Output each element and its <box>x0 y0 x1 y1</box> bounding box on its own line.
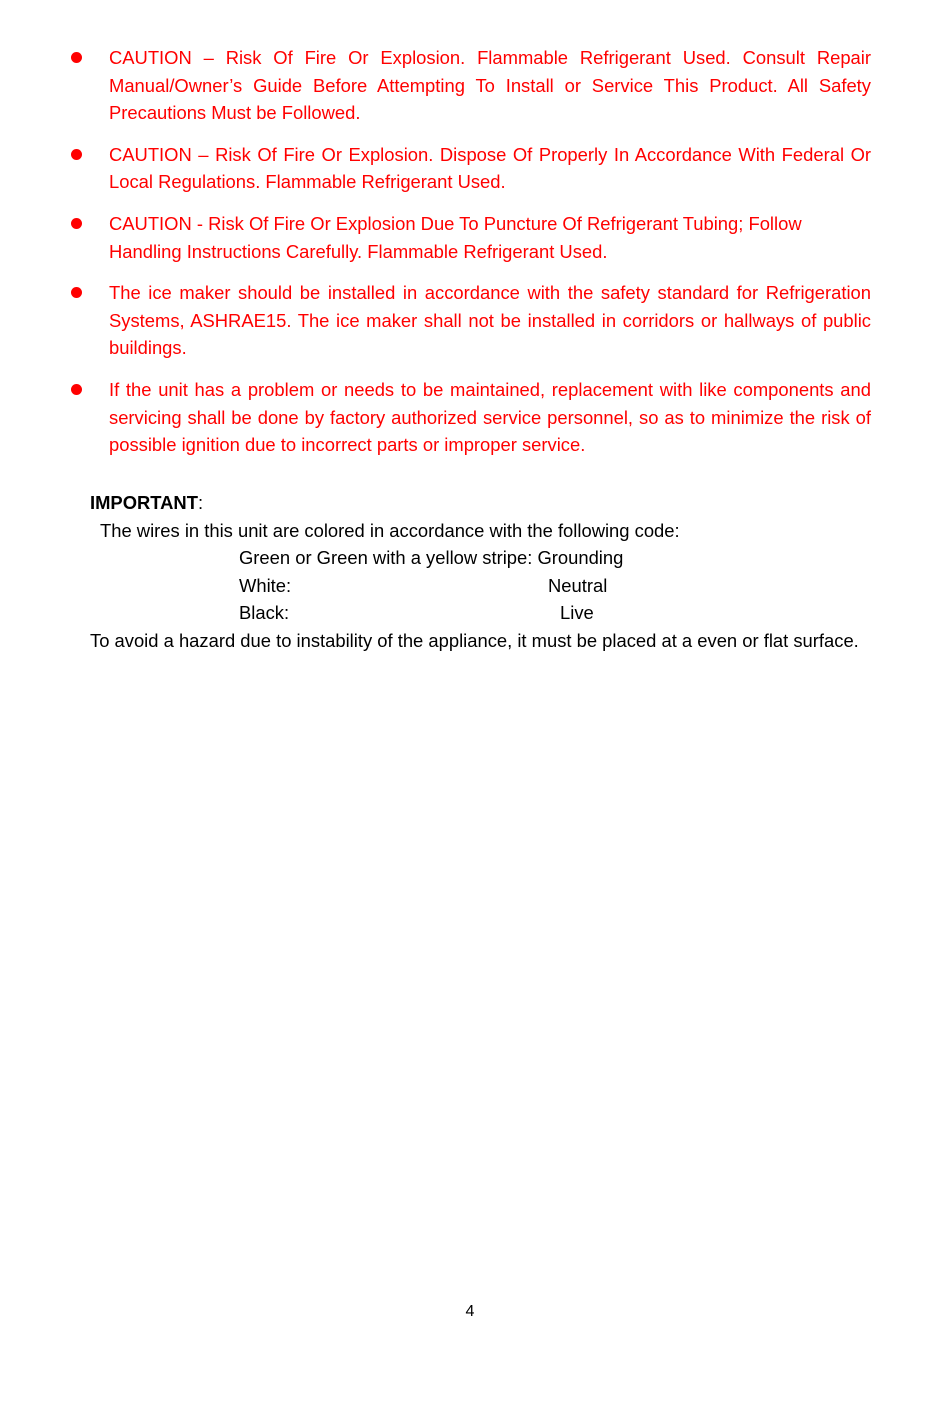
important-heading-line <box>90 489 880 517</box>
wire-code-black-row <box>90 599 880 627</box>
caution-text: CAUTION – Risk Of Fire Or Explosion. Dispose Of Properly In Accordance With Federal Or Local Regulations. Flammable Refrigerant Used. <box>109 143 871 193</box>
caution-text: The ice maker should be installed in accordance with the safety standard for Refrigeration Systems, ASHRAE15. The ice maker shall not be installed in corridors or hallways of public buildings. <box>109 282 871 359</box>
stability-note: To avoid a hazard due to instability of the appliance, it must be placed at a even or flat surface. <box>90 629 859 651</box>
important-section <box>90 489 880 655</box>
bullet-icon <box>71 149 82 160</box>
bullet-icon <box>71 52 82 63</box>
caution-item-servicing <box>70 376 871 459</box>
caution-text: CAUTION - Risk Of Fire Or Explosion Due To Puncture Of Refrigerant Tubing; Follow Handling Instructions Carefully. Flammable Refrigerant Used. <box>109 212 802 262</box>
caution-text: CAUTION – Risk Of Fire Or Explosion. Flammable Refrigerant Used. Consult Repair Manual/Owner’s Guide Before Attempting To Install or Service This Product. All Safety Precautions Must be Followed. <box>109 47 871 124</box>
caution-text: If the unit has a problem or needs to be maintained, replacement with like components and servicing shall be done by factory authorized service personnel, so as to minimize the risk of possible ignition due to incorrect parts or improper service. <box>109 378 871 456</box>
wire-code-black-value: Live <box>560 602 594 624</box>
page-number: 4 <box>465 1303 475 1320</box>
wire-code-black-label: Black: <box>239 602 290 624</box>
important-heading: IMPORTANT <box>90 492 198 513</box>
wire-code-white-label: White: <box>239 574 292 596</box>
wire-code-white-value: Neutral <box>548 574 608 596</box>
wire-code-grounding-row <box>90 544 880 572</box>
wire-code-intro: The wires in this unit are colored in accordance with the following code: <box>100 519 680 541</box>
caution-item-disposal <box>70 141 871 196</box>
caution-item-installation-standard <box>70 279 871 362</box>
bullet-icon <box>71 287 82 298</box>
wire-code-white-row <box>90 572 880 600</box>
bullet-icon <box>71 218 82 229</box>
important-colon: : <box>197 492 204 513</box>
caution-list <box>70 44 871 473</box>
caution-item-flammable-refrigerant <box>70 44 871 127</box>
caution-item-tubing-puncture <box>70 210 871 265</box>
bullet-icon <box>71 384 82 395</box>
wire-code-grounding: Green or Green with a yellow stripe: Grounding <box>239 547 624 569</box>
